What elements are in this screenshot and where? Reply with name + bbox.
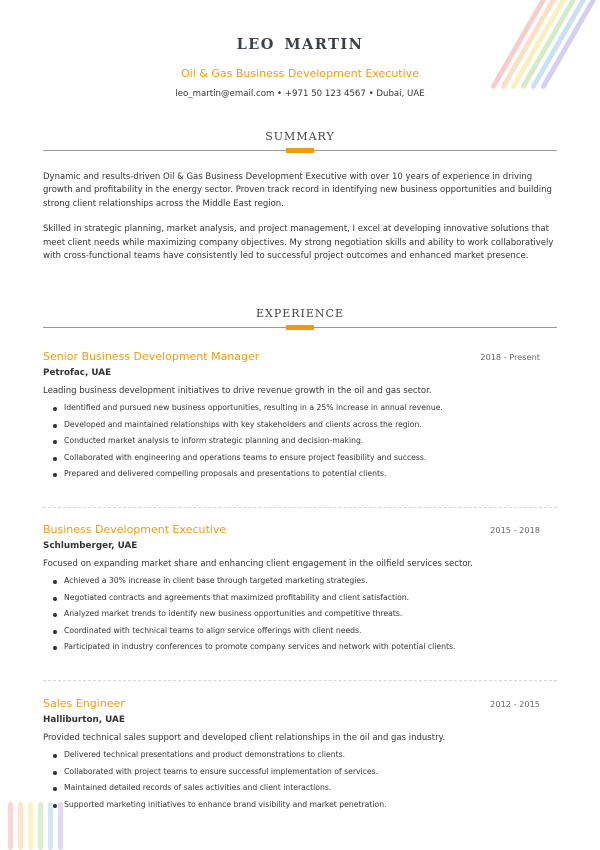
decorative-bar bbox=[28, 802, 33, 850]
job-entry bbox=[43, 523, 540, 656]
job-role: Senior Business Development Manager bbox=[43, 350, 260, 363]
job-bullet: Participated in industry conferences to promote company services and network with potential clients. bbox=[43, 639, 540, 656]
job-bullet: Maintained detailed records of sales activities and client interactions. bbox=[43, 780, 540, 797]
job-bullets bbox=[43, 573, 540, 656]
job-bullet: Supported marketing initiatives to enhance brand visibility and market penetration. bbox=[43, 797, 540, 814]
job-bullet: Delivered technical presentations and product demonstrations to clients. bbox=[43, 747, 540, 764]
summary-body bbox=[43, 171, 561, 275]
job-bullet: Analyzed market trends to identify new business opportunities and competitive threats. bbox=[43, 606, 540, 623]
job-bullet: Collaborated with engineering and operations teams to ensure project feasibility and success. bbox=[43, 450, 540, 467]
job-bullet: Developed and maintained relationships with key stakeholders and clients across the region. bbox=[43, 417, 540, 434]
job-dates: 2015 - 2018 bbox=[490, 525, 540, 535]
job-bullet: Collaborated with project teams to ensure successful implementation of services. bbox=[43, 764, 540, 781]
job-bullet: Coordinated with technical teams to align service offerings with client needs. bbox=[43, 623, 540, 640]
job-description: Leading business development initiatives to drive revenue growth in the oil and gas sector. bbox=[43, 386, 432, 396]
summary-heading-label: SUMMARY bbox=[265, 130, 335, 143]
candidate-title: Oil & Gas Business Development Executive bbox=[181, 67, 419, 80]
job-company: Schlumberger, UAE bbox=[43, 541, 138, 551]
experience-section-heading bbox=[43, 307, 557, 337]
job-bullet: Identified and pursued new business opportunities, resulting in a 25% increase in annual revenue. bbox=[43, 400, 540, 417]
candidate-name: LEO MARTIN bbox=[236, 36, 364, 53]
job-role: Sales Engineer bbox=[43, 697, 125, 710]
resume-header bbox=[0, 36, 600, 99]
job-bullets bbox=[43, 747, 540, 813]
summary-paragraph: Dynamic and results-driven Oil & Gas Business Development Executive with over 10 years of experience in driving growth and profitability in the energy sector. Proven track record in identifying new business opportunities and building strong client relationships across the Middle East region. bbox=[43, 172, 552, 209]
job-description: Focused on expanding market share and enhancing client engagement in the oilfield services sector. bbox=[43, 559, 473, 569]
job-company: Petrofac, UAE bbox=[43, 368, 112, 378]
job-entry bbox=[43, 697, 540, 813]
job-dates: 2018 - Present bbox=[480, 352, 540, 362]
experience-heading-label: EXPERIENCE bbox=[255, 307, 345, 320]
summary-section-heading bbox=[43, 130, 557, 160]
decorative-bar bbox=[18, 802, 23, 850]
contact-line: leo_martin@email.com • +971 50 123 4567 • Dubai, UAE bbox=[175, 89, 425, 99]
job-divider bbox=[43, 507, 557, 508]
job-dates: 2012 - 2015 bbox=[490, 699, 540, 709]
job-description: Provided technical sales support and developed client relationships in the oil and gas industry. bbox=[43, 733, 446, 743]
summary-paragraph: Skilled in strategic planning, market analysis, and project management, I excel at developing innovative solutions that meet client needs while maximizing company objectives. My strong negotiation skills and ability to work collaboratively with cross-functional teams have consistently led to successful project outcomes and enhanced market presence. bbox=[43, 224, 554, 262]
job-bullet: Achieved a 30% increase in client base through targeted marketing strategies. bbox=[43, 573, 540, 590]
experience-accent-bar bbox=[286, 325, 314, 330]
job-bullets bbox=[43, 400, 540, 483]
job-company: Halliburton, UAE bbox=[43, 715, 125, 725]
job-divider bbox=[43, 680, 557, 681]
job-bullet: Negotiated contracts and agreements that maximized profitability and client satisfaction. bbox=[43, 590, 540, 607]
decorative-bar bbox=[8, 802, 13, 850]
job-bullet: Conducted market analysis to inform strategic planning and decision-making. bbox=[43, 433, 540, 450]
summary-accent-bar bbox=[286, 148, 314, 153]
job-bullet: Prepared and delivered compelling proposals and presentations to potential clients. bbox=[43, 466, 540, 483]
job-role: Business Development Executive bbox=[43, 523, 227, 536]
job-entry bbox=[43, 350, 540, 483]
